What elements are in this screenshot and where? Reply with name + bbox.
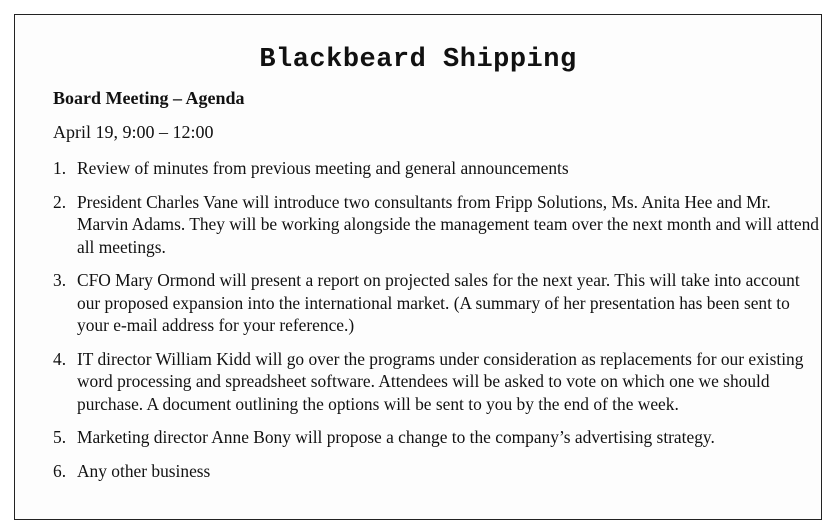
agenda-item	[53, 191, 823, 259]
agenda-document	[14, 14, 822, 520]
agenda-item-number: 4.	[53, 348, 67, 369]
agenda-item	[53, 269, 823, 337]
agenda-item	[53, 426, 823, 449]
agenda-item-number: 5.	[53, 427, 67, 447]
agenda-item-text: CFO Mary Ormond will present a report on projected sales for the next year. This will take into account our proposed expansion into the international market. (A summary of her presentation has been sent to your e-mail address for your reference.)	[77, 270, 800, 335]
agenda-heading: Board Meeting – Agenda	[53, 88, 245, 108]
agenda-list	[53, 157, 823, 493]
company-title: Blackbeard Shipping	[259, 45, 577, 75]
agenda-item-number: 2.	[53, 191, 67, 212]
agenda-item	[53, 460, 823, 483]
agenda-item-number: 1.	[53, 158, 67, 178]
agenda-item-text: President Charles Vane will introduce two consultants from Fripp Solutions, Ms. Anita Hee and Mr. Marvin Adams. They will be working alongside the management team over the next month and will attend all meetings.	[77, 191, 819, 257]
agenda-item-text: Any other business	[77, 460, 211, 481]
agenda-item	[53, 348, 823, 416]
agenda-item-text: Review of minutes from previous meeting and general announcements	[77, 158, 569, 178]
agenda-item-text: Marketing director Anne Bony will propose a change to the company’s advertising strategy.	[77, 427, 715, 447]
agenda-item	[53, 157, 823, 180]
agenda-item-number: 3.	[53, 270, 67, 290]
agenda-item-number: 6.	[53, 460, 67, 481]
agenda-item-text: IT director William Kidd will go over the programs under consideration as replacements for our existing word processing and spreadsheet software. Attendees will be asked to vote on which one we should purchase. A document outlining the options will be sent to you by the end of the week.	[77, 348, 804, 414]
meeting-date: April 19, 9:00 – 12:00	[53, 122, 214, 142]
